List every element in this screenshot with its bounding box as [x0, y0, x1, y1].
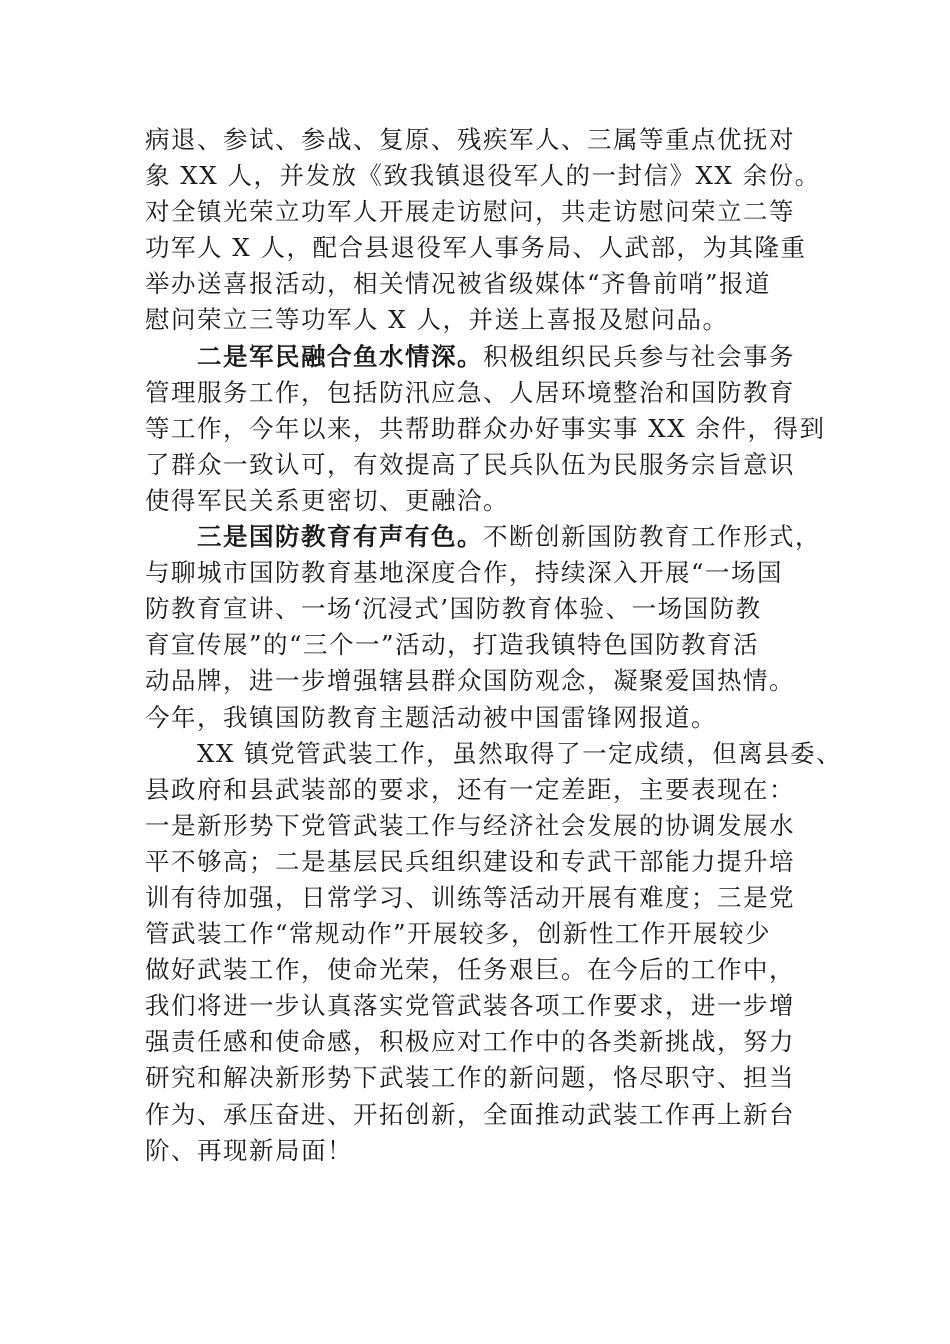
text-line: 我们将进一步认真落实党管武装各项工作要求，进一步增 — [145, 991, 795, 1021]
text-line: 阶、再现新局面！ — [145, 1135, 353, 1165]
text-line: 等工作，今年以来，共帮助群众办好事实事 XX 余件，得到 — [145, 413, 826, 443]
text-line: 举办送喜报活动，相关情况被省级媒体“齐鲁前哨”报道 — [145, 269, 772, 299]
text-line: 功军人 X 人，配合县退役军人事务局、人武部，为其隆重 — [145, 233, 807, 263]
text-line: 防教育宣讲、一场‘沉浸式’国防教育体验、一场国防教 — [145, 594, 762, 624]
paragraph-text: 不断创新国防教育工作形式， — [483, 522, 821, 552]
text-line: 育宣传展”的“三个一”活动，打造我镇特色国防教育活 — [145, 630, 760, 660]
text-line — [145, 519, 821, 555]
paragraph-2 — [145, 339, 826, 519]
paragraph-lead: 二是军民融合鱼水情深。 — [197, 341, 483, 371]
text-line: 动品牌，进一步增强辖县群众国防观念，凝聚爱国热情。 — [145, 666, 795, 696]
text-line: 慰问荣立三等功军人 X 人，并送上喜报及慰问品。 — [145, 305, 729, 335]
text-line: 一是新形势下党管武装工作与经济社会发展的协调发展水 — [145, 810, 795, 840]
text-line — [145, 339, 813, 375]
text-line: 平不够高；二是基层民兵组织建设和专武干部能力提升培 — [145, 846, 795, 876]
text-line: 作为、承压奋进、开拓创新，全面推动武装工作再上新台 — [145, 1099, 795, 1129]
text-line: 今年，我镇国防教育主题活动被中国雷锋网报道。 — [145, 702, 717, 732]
text-line: 管武装工作“常规动作”开展较多，创新性工作开展较少 — [145, 919, 772, 949]
paragraph-lead: 三是国防教育有声有色。 — [197, 522, 483, 552]
text-line: 县政府和县武装部的要求，还有一定差距，主要表现在： — [145, 774, 795, 804]
text-line: XX 镇党管武装工作，虽然取得了一定成绩，但离县委、 — [197, 738, 843, 768]
text-line: 做好武装工作，使命光荣，任务艰巨。在今后的工作中， — [145, 955, 795, 985]
paragraph-3 — [145, 519, 821, 736]
text-line: 象 XX 人，并发放《致我镇退役军人的一封信》XX 余份。 — [145, 161, 821, 191]
text-line: 训有待加强，日常学习、训练等活动开展有难度；三是党 — [145, 882, 795, 912]
text-line: 对全镇光荣立功军人开展走访慰问，共走访慰问荣立二等 — [145, 197, 795, 227]
text-line: 与聊城市国防教育基地深度合作，持续深入开展“一场国 — [145, 558, 784, 588]
text-line: 病退、参试、参战、复原、残疾军人、三属等重点优抚对 — [145, 125, 795, 154]
paragraph-4 — [145, 736, 843, 1169]
text-line: 强责任感和使命感，积极应对工作中的各类新挑战，努力 — [145, 1027, 795, 1057]
text-line: 了群众一致认可，有效提高了民兵队伍为民服务宗旨意识 — [145, 449, 795, 479]
text-line: 研究和解决新形势下武装工作的新问题，恪尽职守、担当 — [145, 1063, 795, 1093]
text-line: 管理服务工作，包括防汛应急、人居环境整治和国防教育 — [145, 377, 795, 407]
document-body — [145, 122, 843, 1169]
text-line: 使得军民关系更密切、更融洽。 — [145, 485, 509, 515]
paragraph-1 — [145, 122, 821, 339]
paragraph-text: 积极组织民兵参与社会事务 — [483, 341, 795, 371]
